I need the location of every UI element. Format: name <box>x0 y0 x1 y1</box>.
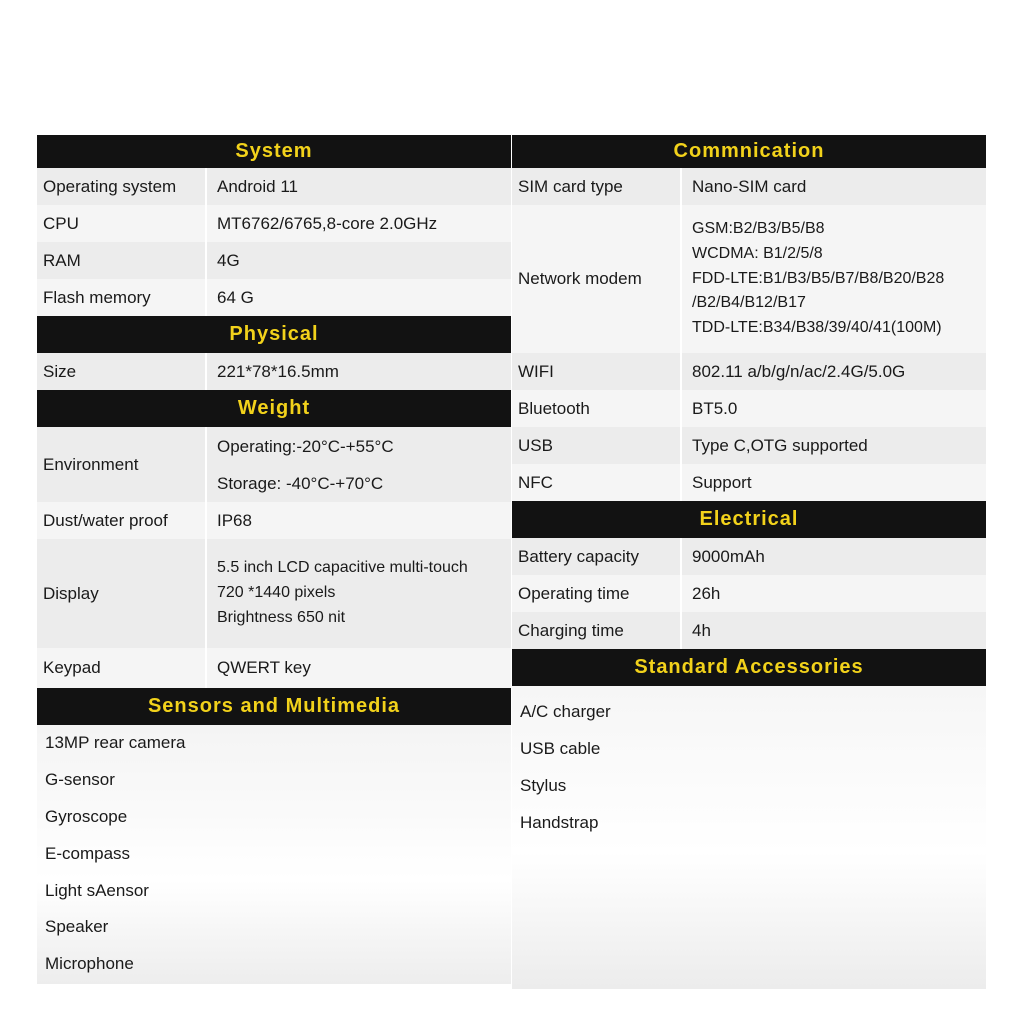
left-spec-column <box>37 135 511 984</box>
spec-key: WIFI <box>512 353 682 390</box>
spec-key: Operating time <box>512 575 682 612</box>
section-header-sensors: Sensors and Multimedia <box>37 688 511 725</box>
spec-value: 64 G <box>217 287 254 307</box>
spec-row-bluetooth <box>512 390 986 427</box>
spec-row-sim-card-type <box>512 168 986 205</box>
spec-row-charging-time <box>512 612 986 649</box>
spec-row-dust-water-proof <box>37 502 511 539</box>
accessories-list <box>512 686 986 989</box>
spec-row-ram <box>37 242 511 279</box>
spec-value-line: /B2/B4/B12/B17 <box>692 294 806 312</box>
list-item: Stylus <box>520 775 567 795</box>
spec-key: Battery capacity <box>512 538 682 575</box>
spec-value: MT6762/6765,8-core 2.0GHz <box>217 213 438 233</box>
spec-row-wifi <box>512 353 986 390</box>
section-header-system: System <box>37 135 511 168</box>
spec-key: CPU <box>37 205 207 242</box>
spec-row-operating-system <box>37 168 511 205</box>
spec-value <box>682 205 944 353</box>
spec-row-battery-capacity <box>512 538 986 575</box>
list-item: Light sAensor <box>45 880 149 900</box>
spec-value: BT5.0 <box>692 398 738 418</box>
spec-value-line: Brightness 650 nit <box>217 608 346 626</box>
spec-value <box>207 539 468 648</box>
section-header-physical: Physical <box>37 316 511 353</box>
spec-value: 4G <box>217 250 240 270</box>
spec-row-operating-time <box>512 575 986 612</box>
spec-value: QWERT key <box>217 658 311 677</box>
list-item: G-sensor <box>45 770 115 790</box>
spec-key: Display <box>37 539 207 648</box>
spec-value: 26h <box>692 583 721 603</box>
spec-value-line: Storage: -40°C-+70°C <box>217 473 384 493</box>
spec-key: Charging time <box>512 612 682 649</box>
list-item: A/C charger <box>520 702 611 722</box>
spec-key: RAM <box>37 242 207 279</box>
spec-value-line: 5.5 inch LCD capacitive multi-touch <box>217 559 468 577</box>
spec-row-keypad <box>37 648 511 688</box>
spec-value: Android 11 <box>217 176 298 196</box>
spec-value: 9000mAh <box>692 546 765 566</box>
spec-row-nfc <box>512 464 986 501</box>
spec-value <box>207 427 394 502</box>
spec-value-line: GSM:B2/B3/B5/B8 <box>692 220 825 237</box>
section-header-weight: Weight <box>37 390 511 427</box>
spec-key: Size <box>37 353 207 390</box>
spec-value: 802.11 a/b/g/n/ac/2.4G/5.0G <box>692 361 906 381</box>
section-header-accessories: Standard Accessories <box>512 649 986 686</box>
list-item: Gyroscope <box>45 806 128 826</box>
section-header-communication: Commnication <box>512 135 986 168</box>
section-header-electrical: Electrical <box>512 501 986 538</box>
list-item: Microphone <box>45 954 134 974</box>
spec-value-line: WCDMA: B1/2/5/8 <box>692 244 823 262</box>
spec-key: Bluetooth <box>512 390 682 427</box>
spec-row-display <box>37 539 511 648</box>
spec-value: 4h <box>692 620 711 640</box>
spec-value: 221*78*16.5mm <box>217 361 339 381</box>
spec-value: Type C,OTG supported <box>692 435 868 455</box>
spec-value-line: TDD-LTE:B34/B38/39/40/41(100M) <box>692 319 942 337</box>
spec-row-size <box>37 353 511 390</box>
spec-key: Network modem <box>512 205 682 353</box>
spec-value: Support <box>692 472 752 492</box>
spec-key: Environment <box>37 427 207 502</box>
spec-value: Nano-SIM card <box>692 176 807 196</box>
spec-key: SIM card type <box>512 168 682 205</box>
spec-value: IP68 <box>217 510 252 530</box>
list-item: Speaker <box>45 917 109 937</box>
spec-value-line: Operating:-20°C-+55°C <box>217 436 394 456</box>
list-item: Handstrap <box>520 812 599 832</box>
spec-key: Flash memory <box>37 279 207 316</box>
spec-key: NFC <box>512 464 682 501</box>
spec-value-line: 720 *1440 pixels <box>217 584 336 602</box>
spec-row-environment <box>37 427 511 502</box>
spec-row-cpu <box>37 205 511 242</box>
spec-value-line: FDD-LTE:B1/B3/B5/B7/B8/B20/B28 <box>692 269 945 287</box>
spec-key: Keypad <box>37 648 207 688</box>
list-item: E-compass <box>45 843 131 863</box>
list-item: 13MP rear camera <box>45 733 186 753</box>
spec-key: Dust/water proof <box>37 502 207 539</box>
spec-row-usb <box>512 427 986 464</box>
list-item: USB cable <box>520 739 601 759</box>
sensors-list <box>37 725 511 984</box>
spec-row-network-modem <box>512 205 986 353</box>
spec-key: Operating system <box>37 168 207 205</box>
spec-key: USB <box>512 427 682 464</box>
spec-row-flash-memory <box>37 279 511 316</box>
right-spec-column <box>512 135 986 989</box>
